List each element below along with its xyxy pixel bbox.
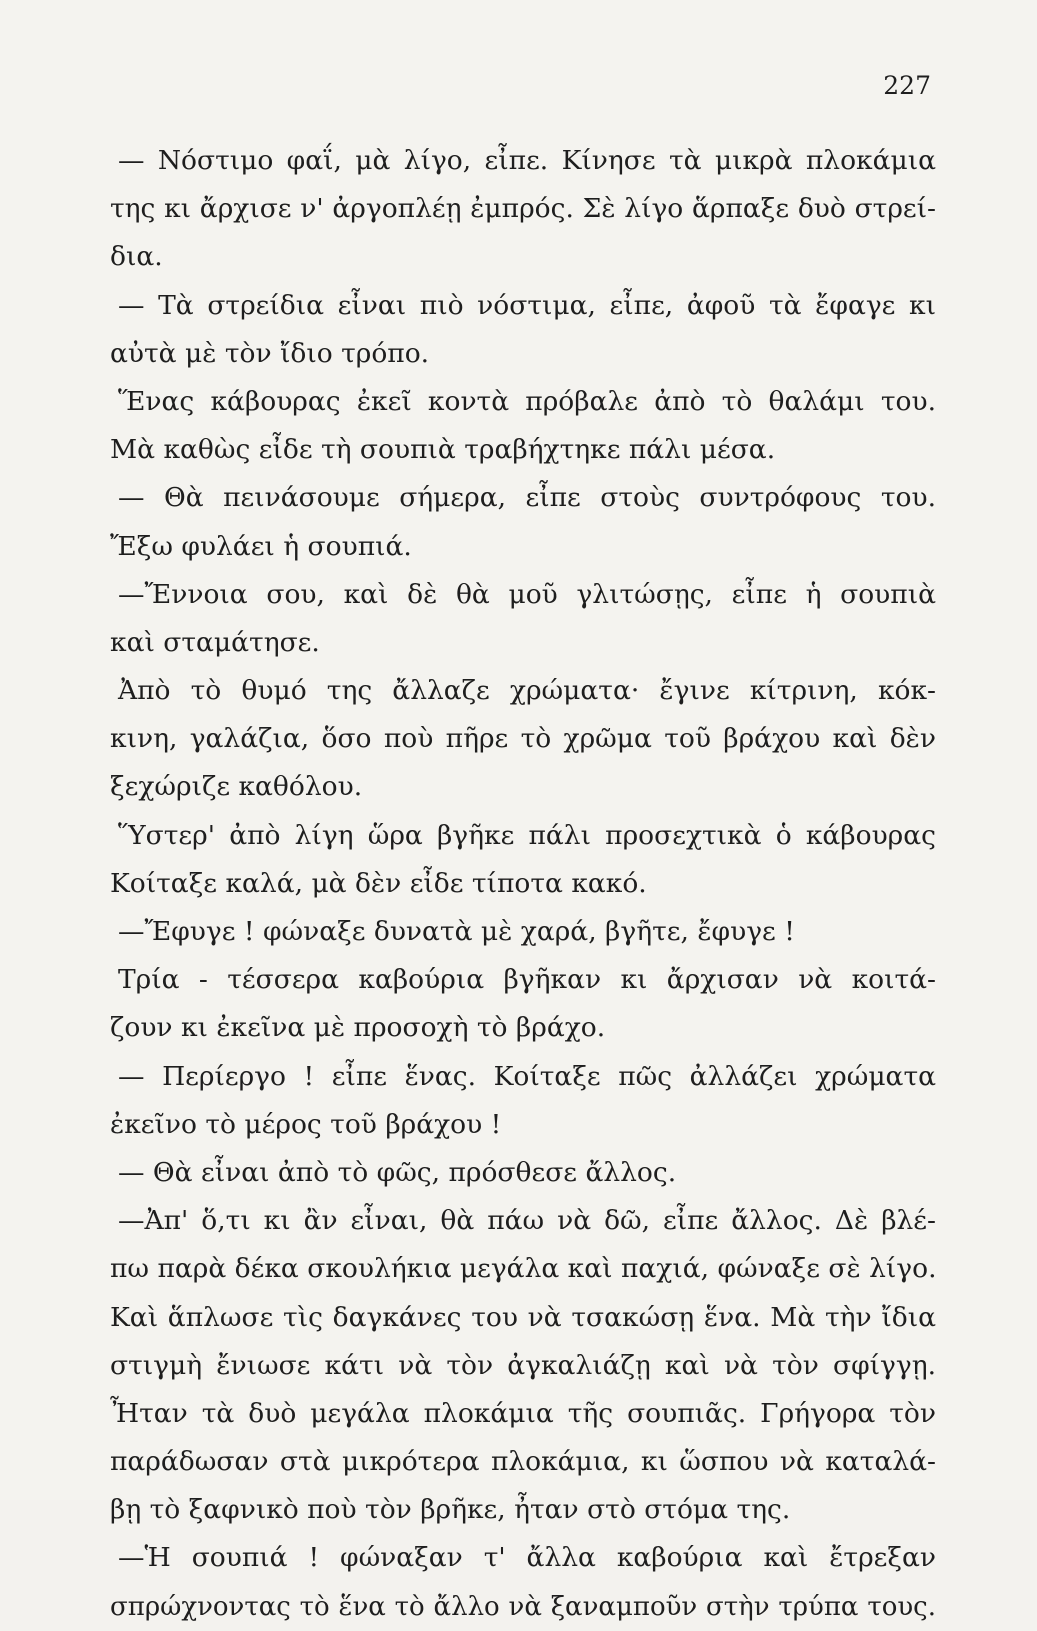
text-line: —Ἀπ' ὅ,τι κι ἂν εἶναι, θὰ πάω νὰ δῶ, εἶπε ἄλλος. Δὲ βλέ- (118, 1205, 936, 1237)
text-line: — Θὰ πεινάσουμε σήμερα, εἶπε στοὺς συντρόφους του. (118, 482, 936, 514)
text-line: ἐκεῖνο τὸ μέρος τοῦ βράχου ! (110, 1108, 502, 1140)
text-line: καὶ σταμάτησε. (110, 626, 320, 658)
text-line: Καὶ ἅπλωσε τὶς δαγκάνες του νὰ τσακώσῃ ἕνα. Μὰ τὴν ἴδια (110, 1301, 936, 1333)
text-line: Ὕστερ' ἀπὸ λίγη ὥρα βγῆκε πάλι προσεχτικὰ ὁ κάβουρας (118, 819, 936, 851)
body-text (110, 137, 936, 1631)
text-line: πω παρὰ δέκα σκουλήκια μεγάλα καὶ παχιά, φώναξε σὲ λίγο. (110, 1253, 937, 1285)
text-line: κινη, γαλάζια, ὅσο ποὺ πῆρε τὸ χρῶμα τοῦ βράχου καὶ δὲν (110, 723, 936, 755)
text-line: βῃ τὸ ξαφνικὸ ποὺ τὸν βρῆκε, ἦταν στὸ στόμα της. (110, 1494, 791, 1526)
text-line: Ἕνας κάβουρας ἐκεῖ κοντὰ πρόβαλε ἀπὸ τὸ θαλάμι του. (118, 385, 936, 417)
text-line: — Θὰ εἶναι ἀπὸ τὸ φῶς, πρόσθεσε ἄλλος. (118, 1156, 677, 1188)
text-line: Ἔξω φυλάει ἡ σουπιά. (110, 530, 412, 562)
text-line: —Ἔφυγε ! φώναξε δυνατὰ μὲ χαρά, βγῆτε, ἔφυγε ! (118, 916, 795, 947)
text-line: της κι ἄρχισε ν' ἀργοπλέῃ ἐμπρός. Σὲ λίγο ἅρπαξε δυὸ στρεί- (110, 193, 936, 225)
text-line: στιγμὴ ἔνιωσε κάτι νὰ τὸν ἀγκαλιάζῃ καὶ νὰ τὸν σφίγγῃ. (110, 1349, 936, 1381)
text-line: Κοίταξε καλά, μὰ δὲν εἶδε τίποτα κακό. (110, 867, 647, 899)
text-line: Μὰ καθὼς εἶδε τὴ σουπιὰ τραβήχτηκε πάλι μέσα. (110, 434, 776, 466)
text-line: — Νόστιμο φαΐ, μὰ λίγο, εἶπε. Κίνησε τὰ μικρὰ πλοκάμια (118, 145, 936, 176)
text-line: Τρία - τέσσερα καβούρια βγῆκαν κι ἄρχισαν νὰ κοιτά- (118, 964, 936, 996)
text-line: παράδωσαν στὰ μικρότερα πλοκάμια, κι ὥσπου νὰ καταλά- (110, 1446, 936, 1478)
text-line: σπρώχνοντας τὸ ἕνα τὸ ἄλλο νὰ ξαναμποῦν στὴν τρύπα τους. (110, 1591, 936, 1622)
text-line: — Περίεργο ! εἶπε ἕνας. Κοίταξε πῶς ἀλλάζει χρώματα (118, 1060, 936, 1092)
text-line: αὐτὰ μὲ τὸν ἴδιο τρόπο. (110, 337, 430, 369)
text-line: —Ἡ σουπιά ! φώναξαν τ' ἄλλα καβούρια καὶ ἔτρεξαν (118, 1542, 936, 1574)
text-line: ζουν κι ἐκεῖνα μὲ προσοχὴ τὸ βράχο. (110, 1012, 606, 1044)
text-line: ξεχώριζε καθόλου. (110, 771, 363, 803)
text-line: — Τὰ στρείδια εἶναι πιὸ νόστιμα, εἶπε, ἀφοῦ τὰ ἔφαγε κι (118, 289, 936, 321)
text-line: δια. (110, 241, 163, 273)
text-line: Ἦταν τὰ δυὸ μεγάλα πλοκάμια τῆς σουπιᾶς. Γρήγορα τὸν (110, 1397, 936, 1429)
page-number: 227 (883, 71, 931, 100)
text-line: —Ἔννοια σου, καὶ δὲ θὰ μοῦ γλιτώσῃς, εἶπε ἡ σουπιὰ (118, 578, 936, 610)
text-line: Ἀπὸ τὸ θυμό της ἄλλαζε χρώματα· ἔγινε κίτρινη, κόκ- (118, 675, 936, 707)
